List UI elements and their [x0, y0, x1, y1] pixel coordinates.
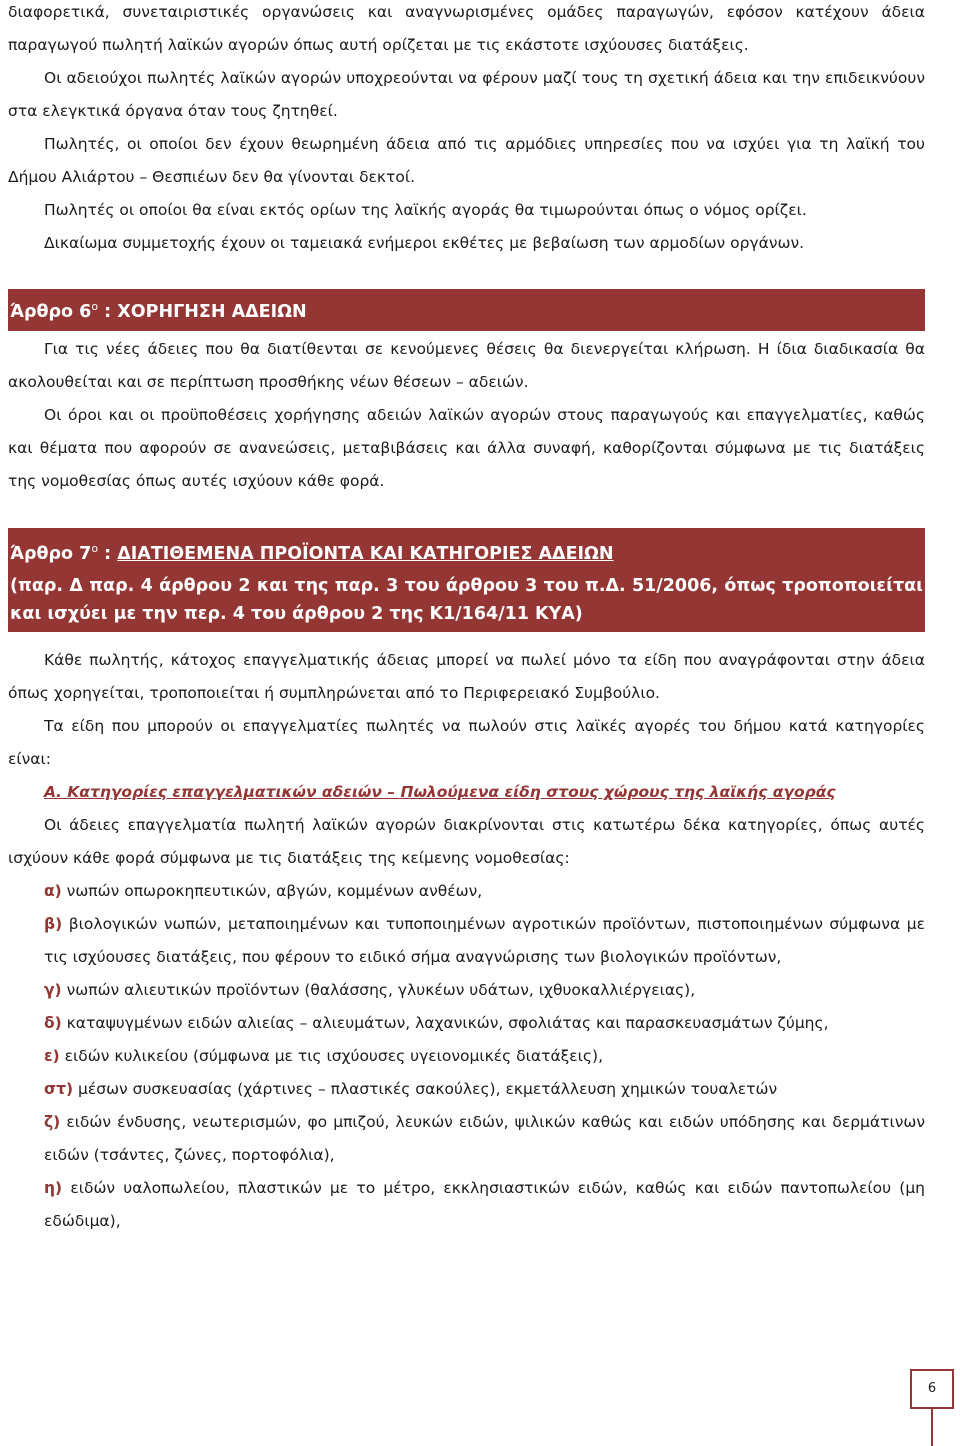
list-item [8, 908, 925, 974]
article-7-paragraph-3: Οι άδειες επαγγελματία πωλητή λαϊκών αγορών διακρίνονται στις κατωτέρω δέκα κατηγορίες, όπως αυτές ισχύουν κάθε φορά σύμφωνα με τις διατάξεις της κείμενης νομοθεσίας: [8, 815, 925, 867]
list-item-text: μέσων συσκευασίας (χάρτινες – πλαστικές σακούλες), εκμετάλλευση χημικών τουαλετών [78, 1079, 778, 1098]
article-7-subtitle: (παρ. Δ παρ. 4 άρθρου 2 και της παρ. 3 του άρθρου 3 του π.Δ. 51/2006, όπως τροποποιείται και ισχύει με την περ. 4 του άρθρου 2 της Κ1/164/11 ΚΥΑ) [10, 575, 923, 624]
article-7-title: ΔΙΑΤΙΘΕΜΕΝΑ ΠΡΟΪΟΝΤΑ ΚΑΙ ΚΑΤΗΓΟΡΙΕΣ ΑΔΕΙΩΝ [117, 543, 614, 564]
article-6-paragraph-1: Για τις νέες άδειες που θα διατίθενται σε κενούμενες θέσεις θα διενεργείται κλήρωση. Η ίδια διαδικασία θα ακολουθείται και σε περίπτωση προσθήκης νέων θέσεων – αδειών. [8, 339, 925, 391]
license-category-list [8, 875, 925, 1238]
article-7-title-line [10, 531, 923, 572]
top-paragraph-1: διαφορετικά, συνεταιριστικές οργανώσεις και αναγνωρισμένες ομάδες παραγωγών, εφόσον κατέχουν άδεια παραγωγού πωλητή λαϊκών αγορών όπως αυτή ορίζεται με τις εκάστοτε ισχύουσες διατάξεις. [8, 3, 925, 54]
article-6-paragraph-2: Οι όροι και οι προϋποθέσεις χορήγησης αδειών λαϊκών αγορών στους παραγωγούς και επαγγελματίες, καθώς και θέματα που αφορούν σε ανανεώσεις, μεταβιβάσεις και άλλα συναφή, καθορίζονται σύμφωνα με τις διατάξεις της νομοθεσίας όπως αυτές ισχύουν κάθε φορά. [8, 405, 925, 490]
list-item-marker: ε) [44, 1046, 60, 1065]
article-7-sup: ο [91, 541, 99, 555]
list-item-marker: γ) [44, 980, 62, 999]
list-item-marker: η) [44, 1178, 63, 1197]
list-item-marker: δ) [44, 1013, 62, 1032]
top-paragraph-2: Οι αδειούχοι πωλητές λαϊκών αγορών υποχρεούνται να φέρουν μαζί τους τη σχετική άδεια και την επιδεικνύουν στα ελεγκτικά όργανα όταν τους ζητηθεί. [8, 69, 925, 120]
list-item-marker: α) [44, 881, 62, 900]
category-a-heading: Α. Κατηγορίες επαγγελματικών αδειών – Πωλούμενα είδη στους χώρους της λαϊκής αγοράς [44, 782, 836, 801]
article-7-heading [8, 528, 925, 632]
top-paragraph-5: Δικαίωμα συμμετοχής έχουν οι ταμειακά ενήμεροι εκθέτες με βεβαίωση των αρμοδίων οργάνων. [44, 234, 805, 252]
document-page [8, 0, 925, 1238]
list-item-text: ειδών ένδυσης, νεωτερισμών, φο μπιζού, λευκών ειδών, ψιλικών καθώς και ειδών υπόδησης και δερμάτινων ειδών (τσάντες, ζώνες, πορτοφόλια), [44, 1112, 925, 1164]
list-item-text: νωπών αλιευτικών προϊόντων (θαλάσσης, γλυκέων υδάτων, ιχθυοκαλλιέργειας), [66, 980, 696, 999]
list-item-text: νωπών οπωροκηπευτικών, αβγών, κομμένων ανθέων, [66, 881, 483, 900]
list-item [8, 1106, 925, 1172]
list-item-marker: ζ) [44, 1112, 61, 1131]
list-item-text: ειδών κυλικείου (σύμφωνα με τις ισχύουσες υγειονομικές διατάξεις), [64, 1046, 603, 1065]
article-7-prefix: Άρθρο 7 [10, 543, 92, 564]
list-item [8, 1007, 925, 1040]
list-item-text: καταψυγμένων ειδών αλιείας – αλιευμάτων, λαχανικών, σφολιάτας και παρασκευασμάτων ζύμης, [66, 1013, 829, 1032]
article-6-heading [8, 289, 925, 331]
list-item [8, 875, 925, 908]
article-6-title: : ΧΟΡΗΓΗΣΗ ΑΔΕΙΩΝ [98, 301, 307, 322]
article-6-prefix: Άρθρο 6 [10, 301, 92, 322]
article-6-sup: ο [91, 300, 99, 313]
category-a-line [8, 776, 925, 809]
list-item [8, 1172, 925, 1238]
article-7-title-sep: : [98, 543, 118, 564]
list-item [8, 1040, 925, 1073]
top-paragraph-4: Πωλητές οι οποίοι θα είναι εκτός ορίων της λαϊκής αγοράς θα τιμωρούνται όπως ο νόμος ορίζει. [44, 201, 807, 219]
list-item-marker: β) [44, 914, 63, 933]
list-item-marker: στ) [44, 1079, 74, 1098]
list-item [8, 974, 925, 1007]
list-item [8, 1073, 925, 1106]
page-number-rule [931, 1409, 933, 1446]
article-7-paragraph-2: Τα είδη που μπορούν οι επαγγελματίες πωλητές να πωλούν στις λαϊκές αγορές του δήμου κατά κατηγορίες είναι: [8, 716, 925, 768]
page-number: 6 [910, 1369, 954, 1409]
list-item-text: βιολογικών νωπών, μεταποιημένων και τυποποιημένων αγροτικών προϊόντων, πιστοποιημένων σύμφωνα με τις ισχύουσες διατάξεις, που φέρουν το ειδικό σήμα αναγνώρισης των βιολογικών προϊόντων, [44, 914, 925, 966]
list-item-text: ειδών υαλοπωλείου, πλαστικών με το μέτρο, εκκλησιαστικών ειδών, καθώς και ειδών παντοπωλείου (μη εδώδιμα), [44, 1178, 925, 1230]
article-7-paragraph-1: Κάθε πωλητής, κάτοχος επαγγελματικής άδειας μπορεί να πωλεί μόνο τα είδη που αναγράφονται στην άδεια όπως χορηγείται, τροποποιείται ή συμπληρώνεται από το Περιφερειακό Συμβούλιο. [8, 650, 925, 702]
top-paragraph-3: Πωλητές, οι οποίοι δεν έχουν θεωρημένη άδεια από τις αρμόδιες υπηρεσίες που να ισχύει για τη λαϊκή του Δήμου Αλιάρτου – Θεσπιέων δεν θα γίνονται δεκτοί. [8, 135, 925, 186]
